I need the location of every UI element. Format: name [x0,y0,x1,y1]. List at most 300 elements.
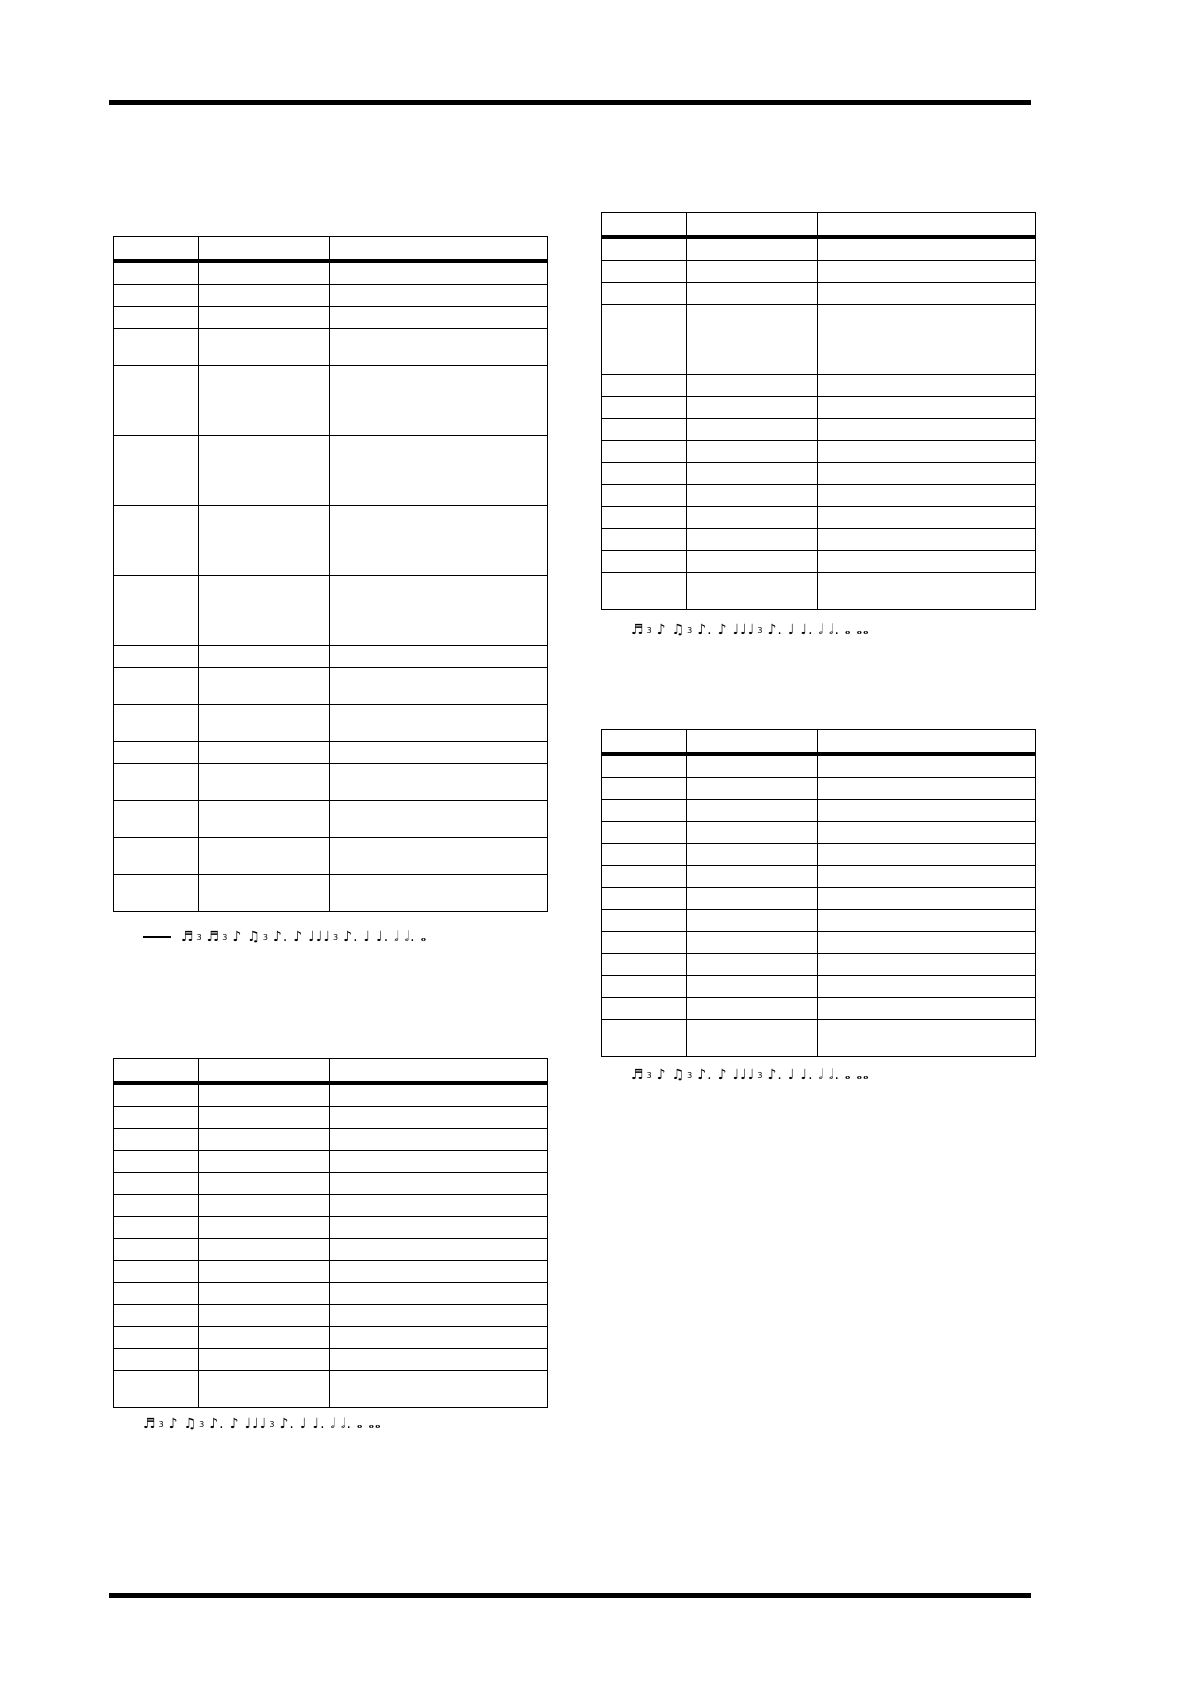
table-cell [114,1261,199,1283]
table-cell [818,888,1036,910]
table-cell [818,844,1036,866]
table-cell [199,1195,330,1217]
table-cell [330,1283,548,1305]
table-cell [602,573,687,610]
table-row [602,998,1036,1020]
dash-symbol [143,936,171,938]
table-row [602,822,1036,844]
bottom-rule [109,1593,1031,1598]
table-cell [114,838,199,875]
table-cell [818,778,1036,800]
table-cell [330,764,548,801]
table-cell [330,875,548,912]
table-cell [199,646,330,668]
table-cell [114,366,199,436]
table-cell [687,932,818,954]
table-cell [114,576,199,646]
table-cell [687,463,818,485]
note-symbol: ♪. [697,1067,713,1083]
table-row [114,1371,548,1408]
table-cell [602,419,687,441]
note-symbol: 𝅝𝅝 [856,622,870,638]
note-symbol: 𝅗𝅥. [404,929,416,945]
table-row [114,1261,548,1283]
table-row [602,1020,1036,1057]
table-cell [330,1327,548,1349]
table-row [114,1195,548,1217]
note-symbol: ♩ [299,1416,308,1432]
note-symbol: ♪ [717,1067,728,1083]
table-row [114,436,548,506]
table-cell [687,910,818,932]
table-cell [818,932,1036,954]
table-cell [114,1283,199,1305]
table-cell [687,998,818,1020]
table-row [602,888,1036,910]
triplet-mark: 3 [687,1070,694,1080]
table-cell [199,1129,330,1151]
note-symbol: ♪. [343,929,359,945]
table-row [602,529,1036,551]
table-cell [818,754,1036,778]
table-row [602,910,1036,932]
table-cell [687,283,818,305]
table-cell [199,764,330,801]
note-symbol: ♩. [800,622,814,638]
table-cell [330,1305,548,1327]
triplet-mark: 3 [222,932,229,942]
table-cell [114,1083,199,1107]
triplet-mark: 3 [158,1419,165,1429]
note-value-legend-3 [631,619,875,641]
table-cell [330,1195,548,1217]
table-cell [687,844,818,866]
triplet-mark: 3 [757,1070,764,1080]
table-cell [114,1305,199,1327]
table-cell [114,646,199,668]
table-cell [818,910,1036,932]
table-row [114,1283,548,1305]
table-cell [114,1371,199,1408]
table-cell [114,705,199,742]
table-cell [330,366,548,436]
table-cell [818,419,1036,441]
table-cell [602,1020,687,1057]
table-row [602,305,1036,375]
table-cell [602,463,687,485]
note-symbol: ♬ [631,622,645,638]
table-cell [330,742,548,764]
table-cell [330,801,548,838]
note-symbol: ♩♩♩ [308,929,332,945]
table-cell [330,1349,548,1371]
table-cell [330,1107,548,1129]
table-cell [199,1151,330,1173]
table-cell [330,261,548,285]
table-row [114,646,548,668]
triplet-mark: 3 [646,1070,653,1080]
triplet-mark: 3 [757,625,764,635]
table-cell [687,551,818,573]
table-row [114,329,548,366]
table-cell [687,866,818,888]
top-rule [109,100,1031,105]
table-cell [687,485,818,507]
note-symbol: ♬ [181,929,195,945]
note-symbol: ♪ [656,622,667,638]
table-cell [687,529,818,551]
table-row [602,551,1036,573]
note-symbol: ♪ [229,1416,240,1432]
table-cell [602,910,687,932]
table-cell [818,573,1036,610]
table-cell [602,507,687,529]
note-symbol: ♪ [717,622,728,638]
table-row [114,506,548,576]
note-symbol: ♬ [206,929,221,945]
table-cell [199,366,330,436]
note-value-legend-1 [143,926,432,948]
table-cell [687,507,818,529]
table-cell [199,742,330,764]
note-symbol: ♪. [697,622,713,638]
parameter-table-4 [601,729,1036,1057]
table-cell [114,329,199,366]
table-row [114,1305,548,1327]
table-cell [114,1195,199,1217]
table-cell [818,261,1036,283]
note-symbol: ♪ [656,1067,667,1083]
note-symbol: ♪. [209,1416,225,1432]
table-row [602,844,1036,866]
table-cell [114,285,199,307]
table-row [114,875,548,912]
table-cell [114,801,199,838]
table-row [602,754,1036,778]
triplet-mark: 3 [269,1419,276,1429]
note-symbol: 𝅝 [844,1067,852,1083]
note-symbol: 𝅗𝅥. [341,1416,352,1432]
note-symbol: 𝅗𝅥 [330,1416,336,1432]
table-row [602,507,1036,529]
table-cell [330,1217,548,1239]
table-header-row [114,237,548,262]
table-cell [199,1349,330,1371]
table-cell [114,668,199,705]
table-cell [818,866,1036,888]
table-cell [199,668,330,705]
table-row [602,237,1036,261]
table-row [602,419,1036,441]
table-cell [199,1305,330,1327]
note-symbol: ♩. [376,929,390,945]
triplet-mark: 3 [196,932,203,942]
table-cell [602,551,687,573]
note-symbol: ♫ [671,622,686,638]
table-cell [330,1261,548,1283]
table-cell [199,329,330,366]
table-cell [687,822,818,844]
note-symbol: ♩♩♩ [732,1067,756,1083]
table-cell [687,1020,818,1057]
table-cell [114,1151,199,1173]
table-cell [114,506,199,576]
table-row [114,366,548,436]
table-cell [330,1173,548,1195]
table-cell [199,1107,330,1129]
table-cell [818,822,1036,844]
table-cell [114,742,199,764]
table-cell [818,283,1036,305]
table-header-row [602,213,1036,238]
table-cell [330,1129,548,1151]
table-cell [114,1173,199,1195]
table-cell [687,573,818,610]
table-cell [199,838,330,875]
table-cell [330,1239,548,1261]
table-row [602,375,1036,397]
table-row [602,573,1036,610]
note-value-legend-2 [143,1413,387,1435]
table-row [114,261,548,285]
table-cell [199,285,330,307]
table-row [114,668,548,705]
table-cell [330,285,548,307]
note-symbol: ♩♩♩ [244,1416,268,1432]
table-cell [602,283,687,305]
table-row [602,954,1036,976]
table-cell [687,754,818,778]
note-symbol: ♩. [312,1416,326,1432]
note-symbol: ♫ [183,1416,198,1432]
note-symbol: ♩ [363,929,372,945]
table-cell [199,436,330,506]
table-cell [199,1239,330,1261]
table-cell [602,261,687,283]
table-cell [602,485,687,507]
table-row [602,397,1036,419]
note-symbol: ♬ [143,1416,157,1432]
table-cell [818,954,1036,976]
note-symbol: ♫ [671,1067,686,1083]
table-cell [199,1283,330,1305]
table-row [114,742,548,764]
table-body [114,261,548,912]
table-cell [199,261,330,285]
triplet-mark: 3 [333,932,340,942]
table-cell [602,822,687,844]
table-cell [602,954,687,976]
table-row [114,1327,548,1349]
table-cell [114,1239,199,1261]
table-cell [602,375,687,397]
parameter-table-3 [601,212,1036,610]
note-symbol: 𝅗𝅥. [829,622,840,638]
table-cell [199,705,330,742]
triplet-mark: 3 [262,932,269,942]
table-cell [818,529,1036,551]
table-cell [114,1107,199,1129]
table-cell [330,576,548,646]
table-header-row [114,1059,548,1084]
table-row [602,463,1036,485]
note-symbol: ♪. [279,1416,295,1432]
table-cell [199,1371,330,1408]
table-cell [199,875,330,912]
table-cell [330,705,548,742]
table-cell [687,237,818,261]
table-cell [687,954,818,976]
table-row [114,838,548,875]
table-cell [602,237,687,261]
table-row [602,261,1036,283]
table-row [114,1239,548,1261]
note-symbol: ♪ [293,929,304,945]
table-cell [818,463,1036,485]
note-symbol: ♪ [168,1416,179,1432]
table-cell [818,551,1036,573]
note-symbol: ♩ [787,1067,796,1083]
triplet-mark: 3 [687,625,694,635]
table-cell [114,1349,199,1371]
note-symbol: ♩. [800,1067,814,1083]
table-row [114,1217,548,1239]
table-cell [114,875,199,912]
table-cell [818,441,1036,463]
table-cell [330,436,548,506]
table-cell [687,261,818,283]
table-cell [602,397,687,419]
table-cell [602,754,687,778]
table-cell [818,998,1036,1020]
table-cell [199,1217,330,1239]
table-cell [687,441,818,463]
table-cell [330,1371,548,1408]
table-row [602,283,1036,305]
table-cell [818,305,1036,375]
table-cell [114,764,199,801]
table-row [602,976,1036,998]
note-symbol: 𝅗𝅥 [818,1067,824,1083]
table-cell [199,1173,330,1195]
table-cell [687,888,818,910]
table-cell [602,529,687,551]
triplet-mark: 3 [646,625,653,635]
table-cell [199,1327,330,1349]
note-symbol: ♬ [631,1067,645,1083]
table-row [602,441,1036,463]
note-symbol: ♪. [272,929,289,945]
table-header-row [602,730,1036,755]
table-cell [818,1020,1036,1057]
table-cell [114,307,199,329]
table-cell [602,305,687,375]
table-cell [199,506,330,576]
table-cell [330,307,548,329]
table-row [114,307,548,329]
table-cell [602,441,687,463]
table-cell [602,800,687,822]
table-cell [602,778,687,800]
table-cell [687,976,818,998]
table-cell [602,888,687,910]
table-cell [330,838,548,875]
note-symbol: 𝅗𝅥 [394,929,400,945]
table-row [602,932,1036,954]
table-cell [818,397,1036,419]
table-cell [687,419,818,441]
table-cell [199,801,330,838]
table-row [114,285,548,307]
table-row [114,576,548,646]
table-cell [330,668,548,705]
note-symbol: 𝅝𝅝 [856,1067,870,1083]
triplet-mark: 3 [199,1419,206,1429]
note-symbol: ♪ [232,929,243,945]
note-symbol: ♫ [247,929,261,945]
note-symbol: ♩♩♩ [732,622,756,638]
table-cell [114,436,199,506]
table-cell [818,237,1036,261]
table-cell [687,800,818,822]
table-cell [687,778,818,800]
table-cell [330,646,548,668]
table-cell [330,329,548,366]
table-row [114,705,548,742]
table-row [602,778,1036,800]
table-row [114,1083,548,1107]
table-row [602,866,1036,888]
note-symbol: 𝅝 [420,929,428,945]
parameter-table-1 [113,236,548,912]
table-cell [199,1261,330,1283]
table-cell [687,305,818,375]
table-cell [818,507,1036,529]
table-cell [818,976,1036,998]
table-cell [114,1327,199,1349]
table-cell [818,800,1036,822]
table-row [114,1129,548,1151]
table-cell [199,1083,330,1107]
table-cell [114,1129,199,1151]
note-symbol: ♪. [767,1067,783,1083]
note-value-legend-4 [631,1064,875,1086]
note-symbol: 𝅝 [844,622,852,638]
table-cell [687,397,818,419]
table-row [602,800,1036,822]
table-row [114,1173,548,1195]
table-cell [199,576,330,646]
table-row [114,1151,548,1173]
table-cell [818,375,1036,397]
table-row [602,485,1036,507]
table-body [602,237,1036,610]
table-cell [199,307,330,329]
table-cell [330,1083,548,1107]
table-cell [818,485,1036,507]
table-cell [687,375,818,397]
table-row [114,764,548,801]
table-cell [602,976,687,998]
table-row [114,1107,548,1129]
table-cell [602,866,687,888]
note-symbol: ♩ [787,622,796,638]
table-row [114,1349,548,1371]
table-body [602,754,1036,1057]
note-symbol: 𝅝 [356,1416,364,1432]
table-cell [602,844,687,866]
parameter-table-2 [113,1058,548,1408]
